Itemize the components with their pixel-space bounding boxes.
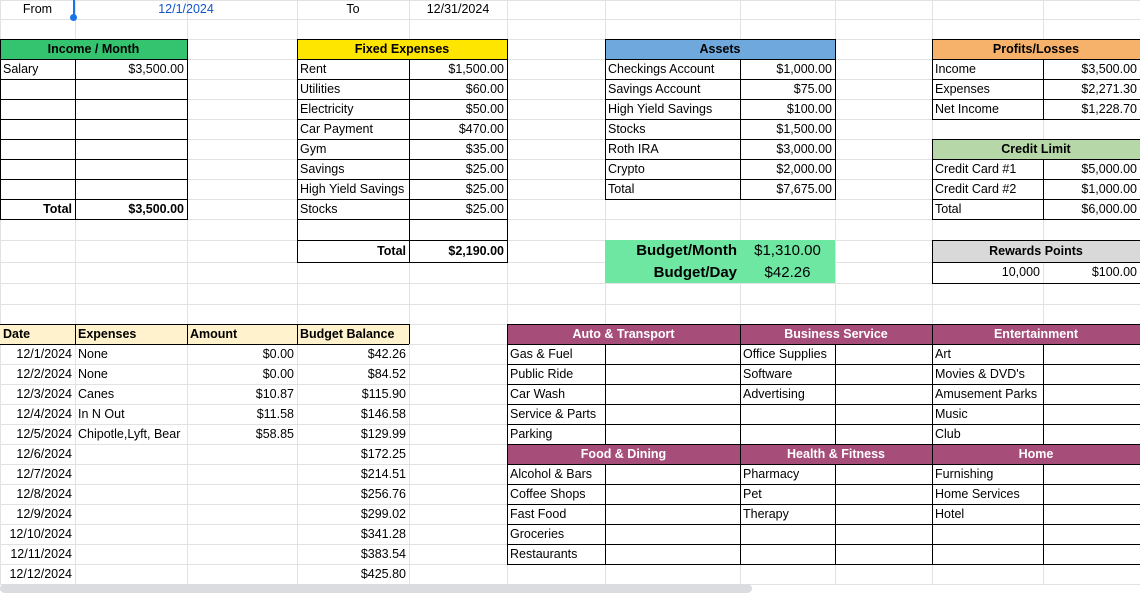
daily-date[interactable]: 12/12/2024 <box>9 567 72 581</box>
rewards-points[interactable]: 10,000 <box>1001 265 1040 279</box>
daily-balance[interactable]: $115.90 <box>361 387 406 401</box>
rule <box>409 324 410 344</box>
daily-date[interactable]: 12/2/2024 <box>16 367 72 381</box>
to-label[interactable]: To <box>346 2 360 16</box>
category-item[interactable]: Fast Food <box>510 507 567 521</box>
daily-balance[interactable]: $84.52 <box>367 367 406 381</box>
rule <box>297 179 507 180</box>
selection-handle[interactable] <box>70 14 77 21</box>
rule <box>507 524 740 525</box>
fixed-expense-value[interactable]: $1,500.00 <box>448 62 504 76</box>
rule <box>507 364 740 365</box>
daily-expense[interactable]: None <box>78 367 108 381</box>
fixed-expense-value[interactable]: $25.00 <box>465 162 504 176</box>
rule <box>932 364 1140 365</box>
category-item[interactable]: Home Services <box>935 487 1020 501</box>
rule <box>1043 59 1044 119</box>
rule <box>605 59 835 60</box>
rule <box>507 384 740 385</box>
fixed-expense-label[interactable]: Electricity <box>300 102 354 116</box>
rule <box>297 240 507 241</box>
asset-label[interactable]: High Yield Savings <box>608 102 713 116</box>
credit-label[interactable]: Credit Card #2 <box>935 182 1017 196</box>
daily-balance[interactable]: $146.58 <box>360 407 406 421</box>
rule <box>932 199 1140 200</box>
fixed-expense-value[interactable]: $60.00 <box>465 82 504 96</box>
budget-day-value[interactable]: $42.26 <box>740 262 835 283</box>
budget-month-label[interactable]: Budget/Month <box>605 240 740 262</box>
rule <box>0 119 187 120</box>
rule <box>0 99 187 100</box>
rule <box>740 524 932 525</box>
profit-label[interactable]: Net Income <box>935 102 999 116</box>
daily-expense[interactable]: In N Out <box>78 407 125 421</box>
rule <box>605 179 835 180</box>
rewards-value[interactable]: $100.00 <box>1091 265 1137 279</box>
credit-label[interactable]: Credit Card #1 <box>935 162 1017 176</box>
fixed-expense-value[interactable]: $25.00 <box>465 182 504 196</box>
income-total-value[interactable]: $3,500.00 <box>128 202 184 216</box>
rule <box>297 199 507 200</box>
category-item[interactable]: Restaurants <box>510 547 578 561</box>
from-date-value[interactable]: 12/1/2024 <box>158 2 214 16</box>
asset-label[interactable]: Checkings Account <box>608 62 715 76</box>
rule <box>297 159 507 160</box>
daily-amount[interactable]: $58.85 <box>255 427 294 441</box>
income-value[interactable]: $3,500.00 <box>128 62 184 76</box>
daily-balance[interactable]: $214.51 <box>360 467 406 481</box>
rule <box>740 544 932 545</box>
rule <box>0 159 187 160</box>
category-item[interactable]: Club <box>935 427 961 441</box>
daily-amount[interactable]: $10.87 <box>255 387 294 401</box>
category-header-health[interactable]: Health & Fitness <box>740 444 932 464</box>
credit-value[interactable]: $6,000.00 <box>1081 202 1137 216</box>
rule <box>835 464 836 564</box>
category-header-auto[interactable]: Auto & Transport <box>507 324 740 344</box>
category-item[interactable]: Furnishing <box>935 467 994 481</box>
daily-balance[interactable]: $256.76 <box>360 487 406 501</box>
rule <box>740 404 932 405</box>
rule <box>507 464 740 465</box>
asset-value[interactable]: $100.00 <box>786 102 832 116</box>
rule <box>297 219 507 220</box>
asset-label[interactable]: Roth IRA <box>608 142 659 156</box>
category-header-business[interactable]: Business Service <box>740 324 932 344</box>
fixed-expense-label[interactable]: Stocks <box>300 202 338 216</box>
budget-month-value[interactable]: $1,310.00 <box>740 240 835 262</box>
asset-value[interactable]: $75.00 <box>793 82 832 96</box>
rule <box>297 79 507 80</box>
daily-expense[interactable]: None <box>78 347 108 361</box>
profit-value[interactable]: $3,500.00 <box>1081 62 1137 76</box>
income-label[interactable]: Salary <box>3 62 39 76</box>
daily-expense[interactable]: Chipotle,Lyft, Bear <box>78 427 181 441</box>
daily-amount[interactable] <box>187 544 297 564</box>
fixed-expense-value[interactable]: $50.00 <box>465 102 504 116</box>
rule <box>507 504 740 505</box>
rule <box>0 199 187 200</box>
rule <box>605 79 835 80</box>
category-item[interactable]: Pet <box>743 487 762 501</box>
daily-date[interactable]: 12/5/2024 <box>16 427 72 441</box>
rule <box>740 464 932 465</box>
rule <box>932 99 1140 100</box>
daily-date[interactable]: 12/7/2024 <box>16 467 72 481</box>
fixed-expense-label[interactable]: Car Payment <box>300 122 373 136</box>
rule <box>605 99 835 100</box>
category-item[interactable]: Car Wash <box>510 387 566 401</box>
category-item[interactable]: Art <box>935 347 951 361</box>
category-item[interactable]: Pharmacy <box>743 467 800 481</box>
category-item[interactable]: Coffee Shops <box>510 487 586 501</box>
rule <box>605 464 606 564</box>
assets-header[interactable]: Assets <box>605 39 835 59</box>
daily-date[interactable]: 12/3/2024 <box>16 387 72 401</box>
rule <box>932 404 1140 405</box>
daily-balance[interactable]: $425.80 <box>360 567 406 581</box>
rule <box>932 262 1140 263</box>
daily-date[interactable]: 12/6/2024 <box>16 447 72 461</box>
daily-amount[interactable]: $0.00 <box>262 347 294 361</box>
rule <box>507 484 740 485</box>
income-total-label[interactable]: Total <box>43 202 72 216</box>
rule <box>0 139 187 140</box>
daily-balance[interactable]: $42.26 <box>367 347 406 361</box>
fixed-expense-value[interactable]: $470.00 <box>458 122 504 136</box>
rule <box>740 424 932 425</box>
asset-value[interactable]: $1,500.00 <box>776 122 832 136</box>
profit-value[interactable]: $1,228.70 <box>1081 102 1137 116</box>
credit-header[interactable]: Credit Limit <box>932 139 1140 159</box>
rule <box>297 139 507 140</box>
fixed-expenses-header[interactable]: Fixed Expenses <box>297 39 507 59</box>
category-item[interactable]: Amusement Parks <box>935 387 1038 401</box>
category-header-food[interactable]: Food & Dining <box>507 444 740 464</box>
category-item[interactable]: Advertising <box>743 387 805 401</box>
income-header[interactable]: Income / Month <box>0 39 187 59</box>
category-item[interactable]: Hotel <box>935 507 965 521</box>
fixed-expense-value[interactable]: $25.00 <box>465 202 504 216</box>
rule <box>1043 464 1044 564</box>
rule <box>932 524 1140 525</box>
rule <box>297 99 507 100</box>
rule <box>932 159 1140 160</box>
category-header-entertainment[interactable]: Entertainment <box>932 324 1140 344</box>
daily-amount[interactable] <box>187 484 297 504</box>
asset-value[interactable]: $1,000.00 <box>776 62 832 76</box>
rule <box>932 484 1140 485</box>
fixed-total-value[interactable]: $2,190.00 <box>448 244 504 258</box>
asset-value[interactable]: $7,675.00 <box>776 182 832 196</box>
rule <box>932 179 1140 180</box>
daily-balance[interactable]: $299.02 <box>360 507 406 521</box>
category-item[interactable]: Music <box>935 407 968 421</box>
income-table-border <box>0 39 188 220</box>
fixed-expense-label[interactable]: Gym <box>300 142 327 156</box>
profit-label[interactable]: Income <box>935 62 976 76</box>
daily-balance[interactable]: $172.25 <box>360 447 406 461</box>
daily-header[interactable]: Date <box>0 324 75 344</box>
rule <box>507 424 740 425</box>
rule <box>75 324 76 344</box>
rule <box>740 504 932 505</box>
credit-label[interactable]: Total <box>935 202 962 216</box>
asset-value[interactable]: $3,000.00 <box>776 142 832 156</box>
rule <box>0 79 187 80</box>
category-item[interactable]: Therapy <box>743 507 789 521</box>
daily-header[interactable]: Amount <box>187 324 297 344</box>
rule <box>0 59 187 60</box>
daily-date[interactable]: 12/8/2024 <box>16 487 72 501</box>
daily-amount[interactable] <box>187 444 297 464</box>
daily-header[interactable]: Budget Balance <box>297 324 409 344</box>
rule <box>297 119 507 120</box>
category-item[interactable]: Software <box>743 367 793 381</box>
rule <box>409 59 410 262</box>
rule <box>932 544 1140 545</box>
rewards-header[interactable]: Rewards Points <box>932 240 1140 262</box>
rule <box>507 344 740 345</box>
rule <box>605 159 835 160</box>
profits-header[interactable]: Profits/Losses <box>932 39 1140 59</box>
asset-label[interactable]: Stocks <box>608 122 646 136</box>
category-item[interactable]: Service & Parts <box>510 407 597 421</box>
rule <box>187 324 188 344</box>
daily-date[interactable]: 12/11/2024 <box>10 547 72 561</box>
category-header-home[interactable]: Home <box>932 444 1140 464</box>
asset-label[interactable]: Savings Account <box>608 82 701 96</box>
from-label[interactable]: From <box>22 2 53 16</box>
rule <box>932 424 1140 425</box>
category-item[interactable]: Gas & Fuel <box>510 347 573 361</box>
rule <box>0 344 409 345</box>
profit-label[interactable]: Expenses <box>935 82 990 96</box>
fixed-expense-label[interactable]: High Yield Savings <box>300 182 405 196</box>
profit-value[interactable]: $2,271.30 <box>1081 82 1137 96</box>
daily-date[interactable]: 12/9/2024 <box>16 507 72 521</box>
rule <box>0 324 409 325</box>
rule <box>932 344 1140 345</box>
credit-value[interactable]: $5,000.00 <box>1081 162 1137 176</box>
rule <box>1043 159 1044 219</box>
daily-amount[interactable]: $11.58 <box>256 407 294 421</box>
fixed-expense-label[interactable]: Utilities <box>300 82 341 96</box>
budget-day-label[interactable]: Budget/Day <box>605 262 740 283</box>
rule <box>740 364 932 365</box>
rule <box>740 484 932 485</box>
rule <box>507 544 740 545</box>
daily-expense[interactable]: Canes <box>78 387 115 401</box>
rule <box>932 79 1140 80</box>
rule <box>297 59 507 60</box>
daily-date[interactable]: 12/10/2024 <box>9 527 72 541</box>
fixed-expense-value[interactable]: $35.00 <box>465 142 504 156</box>
asset-label[interactable]: Crypto <box>608 162 645 176</box>
fixed-expense-label[interactable]: Rent <box>300 62 327 76</box>
daily-balance[interactable]: $129.99 <box>360 427 406 441</box>
category-item[interactable]: Alcohol & Bars <box>510 467 592 481</box>
horizontal-scrollbar[interactable] <box>0 584 752 593</box>
rule <box>297 324 298 344</box>
rule <box>932 504 1140 505</box>
category-item[interactable]: Office Supplies <box>743 347 827 361</box>
rule <box>0 179 187 180</box>
rule <box>932 59 1140 60</box>
to-date-value[interactable]: 12/31/2024 <box>426 2 490 16</box>
rule <box>75 59 76 219</box>
daily-balance[interactable]: $341.28 <box>360 527 406 541</box>
daily-date[interactable]: 12/1/2024 <box>16 347 72 361</box>
rule <box>932 464 1140 465</box>
credit-value[interactable]: $1,000.00 <box>1081 182 1137 196</box>
rule <box>932 384 1140 385</box>
rule <box>605 119 835 120</box>
category-item[interactable]: Movies & DVD's <box>935 367 1025 381</box>
rule <box>507 404 740 405</box>
rule <box>740 384 932 385</box>
asset-value[interactable]: $2,000.00 <box>776 162 832 176</box>
category-item[interactable]: Groceries <box>510 527 565 541</box>
asset-label[interactable]: Total <box>608 182 635 196</box>
fixed-expenses-border <box>297 39 508 263</box>
daily-amount[interactable]: $0.00 <box>262 367 294 381</box>
rule <box>740 59 741 199</box>
daily-date[interactable]: 12/4/2024 <box>16 407 72 421</box>
rule <box>605 139 835 140</box>
category-item[interactable]: Public Ride <box>510 367 574 381</box>
daily-amount[interactable] <box>187 524 297 544</box>
fixed-expense-label[interactable]: Savings <box>300 162 345 176</box>
daily-balance[interactable]: $383.54 <box>360 547 406 561</box>
daily-amount[interactable] <box>187 464 297 484</box>
daily-header[interactable]: Expenses <box>75 324 187 344</box>
fixed-total-label[interactable]: Total <box>377 244 406 258</box>
category-item[interactable]: Parking <box>510 427 553 441</box>
daily-amount[interactable] <box>187 504 297 524</box>
rule <box>740 344 932 345</box>
daily-amount[interactable] <box>187 564 297 584</box>
